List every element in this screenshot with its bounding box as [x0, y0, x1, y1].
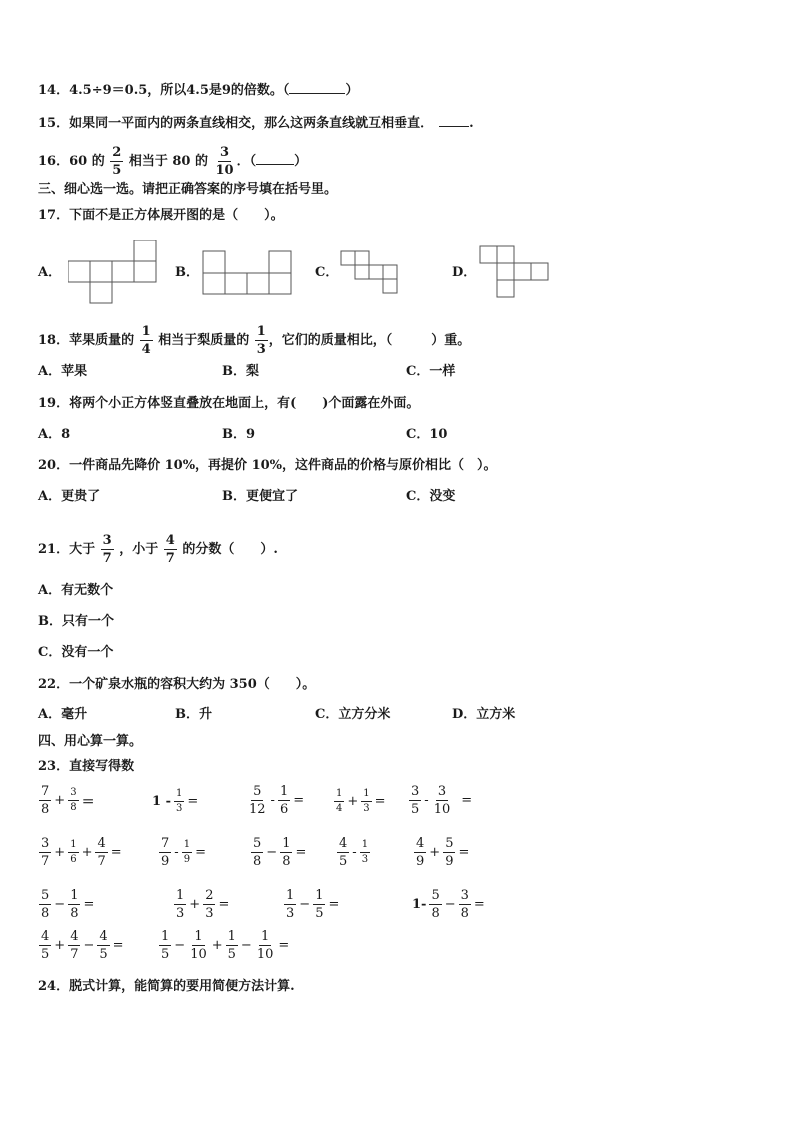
q21-text-c: 的分数（ ）.: [182, 542, 278, 557]
q17-net-a: [68, 240, 158, 306]
q20-option-b[interactable]: B．更便宜了: [222, 489, 298, 504]
calc-15: $\frac{4}{5}$ + $\frac{4}{7}$ − $\frac{4}{5}$ =: [41, 929, 124, 962]
question-14: [38, 81, 358, 101]
calc-13: $\frac{1}{3}$ − $\frac{1}{5}$ =: [286, 888, 340, 921]
q16-text-c: ．（: [236, 154, 257, 169]
q21-text-a: 21．大于: [38, 542, 96, 557]
question-23: 23．直接写得数: [38, 759, 135, 774]
q20-option-c[interactable]: C．没变: [406, 489, 456, 504]
q21-option-a[interactable]: A．有无数个: [38, 583, 114, 598]
question-18: [38, 325, 470, 356]
calc-4: $\frac{1}{4}$ + $\frac{1}{3}$ =: [336, 788, 386, 814]
q14-answer-blank[interactable]: [289, 93, 345, 94]
q14-close: ）: [345, 83, 359, 98]
question-17: 17．下面不是正方体展开图的是（ ）。: [38, 208, 284, 223]
q15-text: 15．如果同一平面内的两条直线相交，那么这两条直线就互相垂直．: [38, 116, 434, 131]
q22-option-c[interactable]: C．立方分米: [315, 707, 391, 722]
calc-8: $\frac{5}{8}$ − $\frac{1}{8}$ =: [253, 836, 307, 869]
q22-option-b[interactable]: B．升: [175, 707, 212, 722]
calc-12: $\frac{1}{3}$ + $\frac{2}{3}$ =: [176, 888, 230, 921]
question-22: 22．一个矿泉水瓶的容积大约为 350（ ）。: [38, 677, 316, 692]
q15-answer-blank[interactable]: [439, 126, 469, 127]
q16-answer-blank[interactable]: [256, 164, 294, 165]
q18-text-c: ，它们的质量相比，（ ）重。: [268, 333, 471, 348]
q18-text-b: 相当于梨质量的: [158, 333, 250, 348]
section-4-heading: 四、用心算一算。: [38, 734, 143, 749]
q19-option-c[interactable]: C．10: [406, 427, 448, 442]
q16-close: ）: [294, 154, 308, 169]
q21-fraction-2: $\frac{4}{7}$: [165, 533, 175, 566]
section-3-heading: 三、细心选一选。请把正确答案的序号填在括号里。: [38, 182, 338, 197]
question-20: 20．一件商品先降价 10%，再提价 10%，这件商品的价格与原价相比（ ）。: [38, 458, 497, 473]
q16-fraction-2: $\frac{3}{10}$: [215, 145, 234, 178]
q21-fraction-1: $\frac{3}{7}$: [102, 533, 112, 566]
calc-1: $\frac{7}{8}$ + $\frac{3}{8}$ ＝: [41, 784, 95, 817]
question-19: 19．将两个小正方体竖直叠放在地面上，有( )个面露在外面。: [38, 396, 420, 411]
q17-net-d: [479, 245, 553, 301]
q22-option-a[interactable]: A．毫升: [38, 707, 88, 722]
q18-option-b[interactable]: B．梨: [222, 364, 259, 379]
q16-fraction-1: $\frac{2}{5}$: [112, 145, 122, 178]
calc-16: $\frac{1}{5}$ − $\frac{1}{10}$ + $\frac{1}{5}$ − $\frac{1}{10}$ =: [161, 929, 290, 962]
q21-text-b: ，小于: [119, 542, 159, 557]
q15-end: .: [469, 116, 474, 131]
question-24: 24．脱式计算，能简算的要用简便方法计算.: [38, 979, 295, 994]
q17-net-b: [202, 250, 294, 296]
question-21: [38, 534, 278, 565]
q20-option-a[interactable]: A．更贵了: [38, 489, 101, 504]
q19-option-a[interactable]: A．8: [38, 427, 71, 442]
q18-fraction-2: $\frac{1}{3}$: [256, 324, 266, 357]
q22-option-d[interactable]: D．立方米: [452, 707, 516, 722]
calc-14: 1- $\frac{5}{8}$ − $\frac{3}{8}$ =: [412, 888, 485, 921]
calc-9: $\frac{4}{5}$ - $\frac{1}{3}$: [339, 836, 369, 869]
q18-option-a[interactable]: A．苹果: [38, 364, 88, 379]
q19-option-b[interactable]: B．9: [222, 427, 256, 442]
q17-option-a[interactable]: A．: [38, 265, 62, 280]
q17-option-d[interactable]: D．: [452, 265, 477, 280]
q21-option-c[interactable]: C．没有一个: [38, 645, 114, 660]
q16-text-b: 相当于 80 的: [128, 154, 208, 169]
calc-11: $\frac{5}{8}$ − $\frac{1}{8}$ =: [41, 888, 95, 921]
calc-3: $\frac{5}{12}$ - $\frac{1}{6}$ =: [249, 784, 305, 817]
calc-5: $\frac{3}{5}$ - $\frac{3}{10}$ =: [411, 784, 473, 817]
q14-text: 14．4.5÷9＝0.5，所以4.5是9的倍数。（: [38, 83, 290, 98]
q18-text-a: 18．苹果质量的: [38, 333, 135, 348]
q17-option-b[interactable]: B．: [175, 265, 199, 280]
question-15: [38, 114, 474, 134]
q18-option-c[interactable]: C．一样: [406, 364, 456, 379]
q16-text-a: 16．60 的: [38, 154, 105, 169]
calc-2: 1 - $\frac{1}{3}$ =: [152, 788, 199, 814]
q18-fraction-1: $\frac{1}{4}$: [141, 324, 151, 357]
q21-option-b[interactable]: B．只有一个: [38, 614, 114, 629]
calc-7: $\frac{7}{9}$ - $\frac{1}{9}$ =: [161, 836, 206, 869]
calc-10: $\frac{4}{9}$ + $\frac{5}{9}$ =: [416, 836, 470, 869]
question-16: [38, 146, 307, 177]
q17-option-c[interactable]: C．: [315, 265, 339, 280]
q17-net-c: [340, 250, 402, 296]
calc-6: $\frac{3}{7}$ + $\frac{1}{6}$ + $\frac{4}{7}$ =: [41, 836, 122, 869]
